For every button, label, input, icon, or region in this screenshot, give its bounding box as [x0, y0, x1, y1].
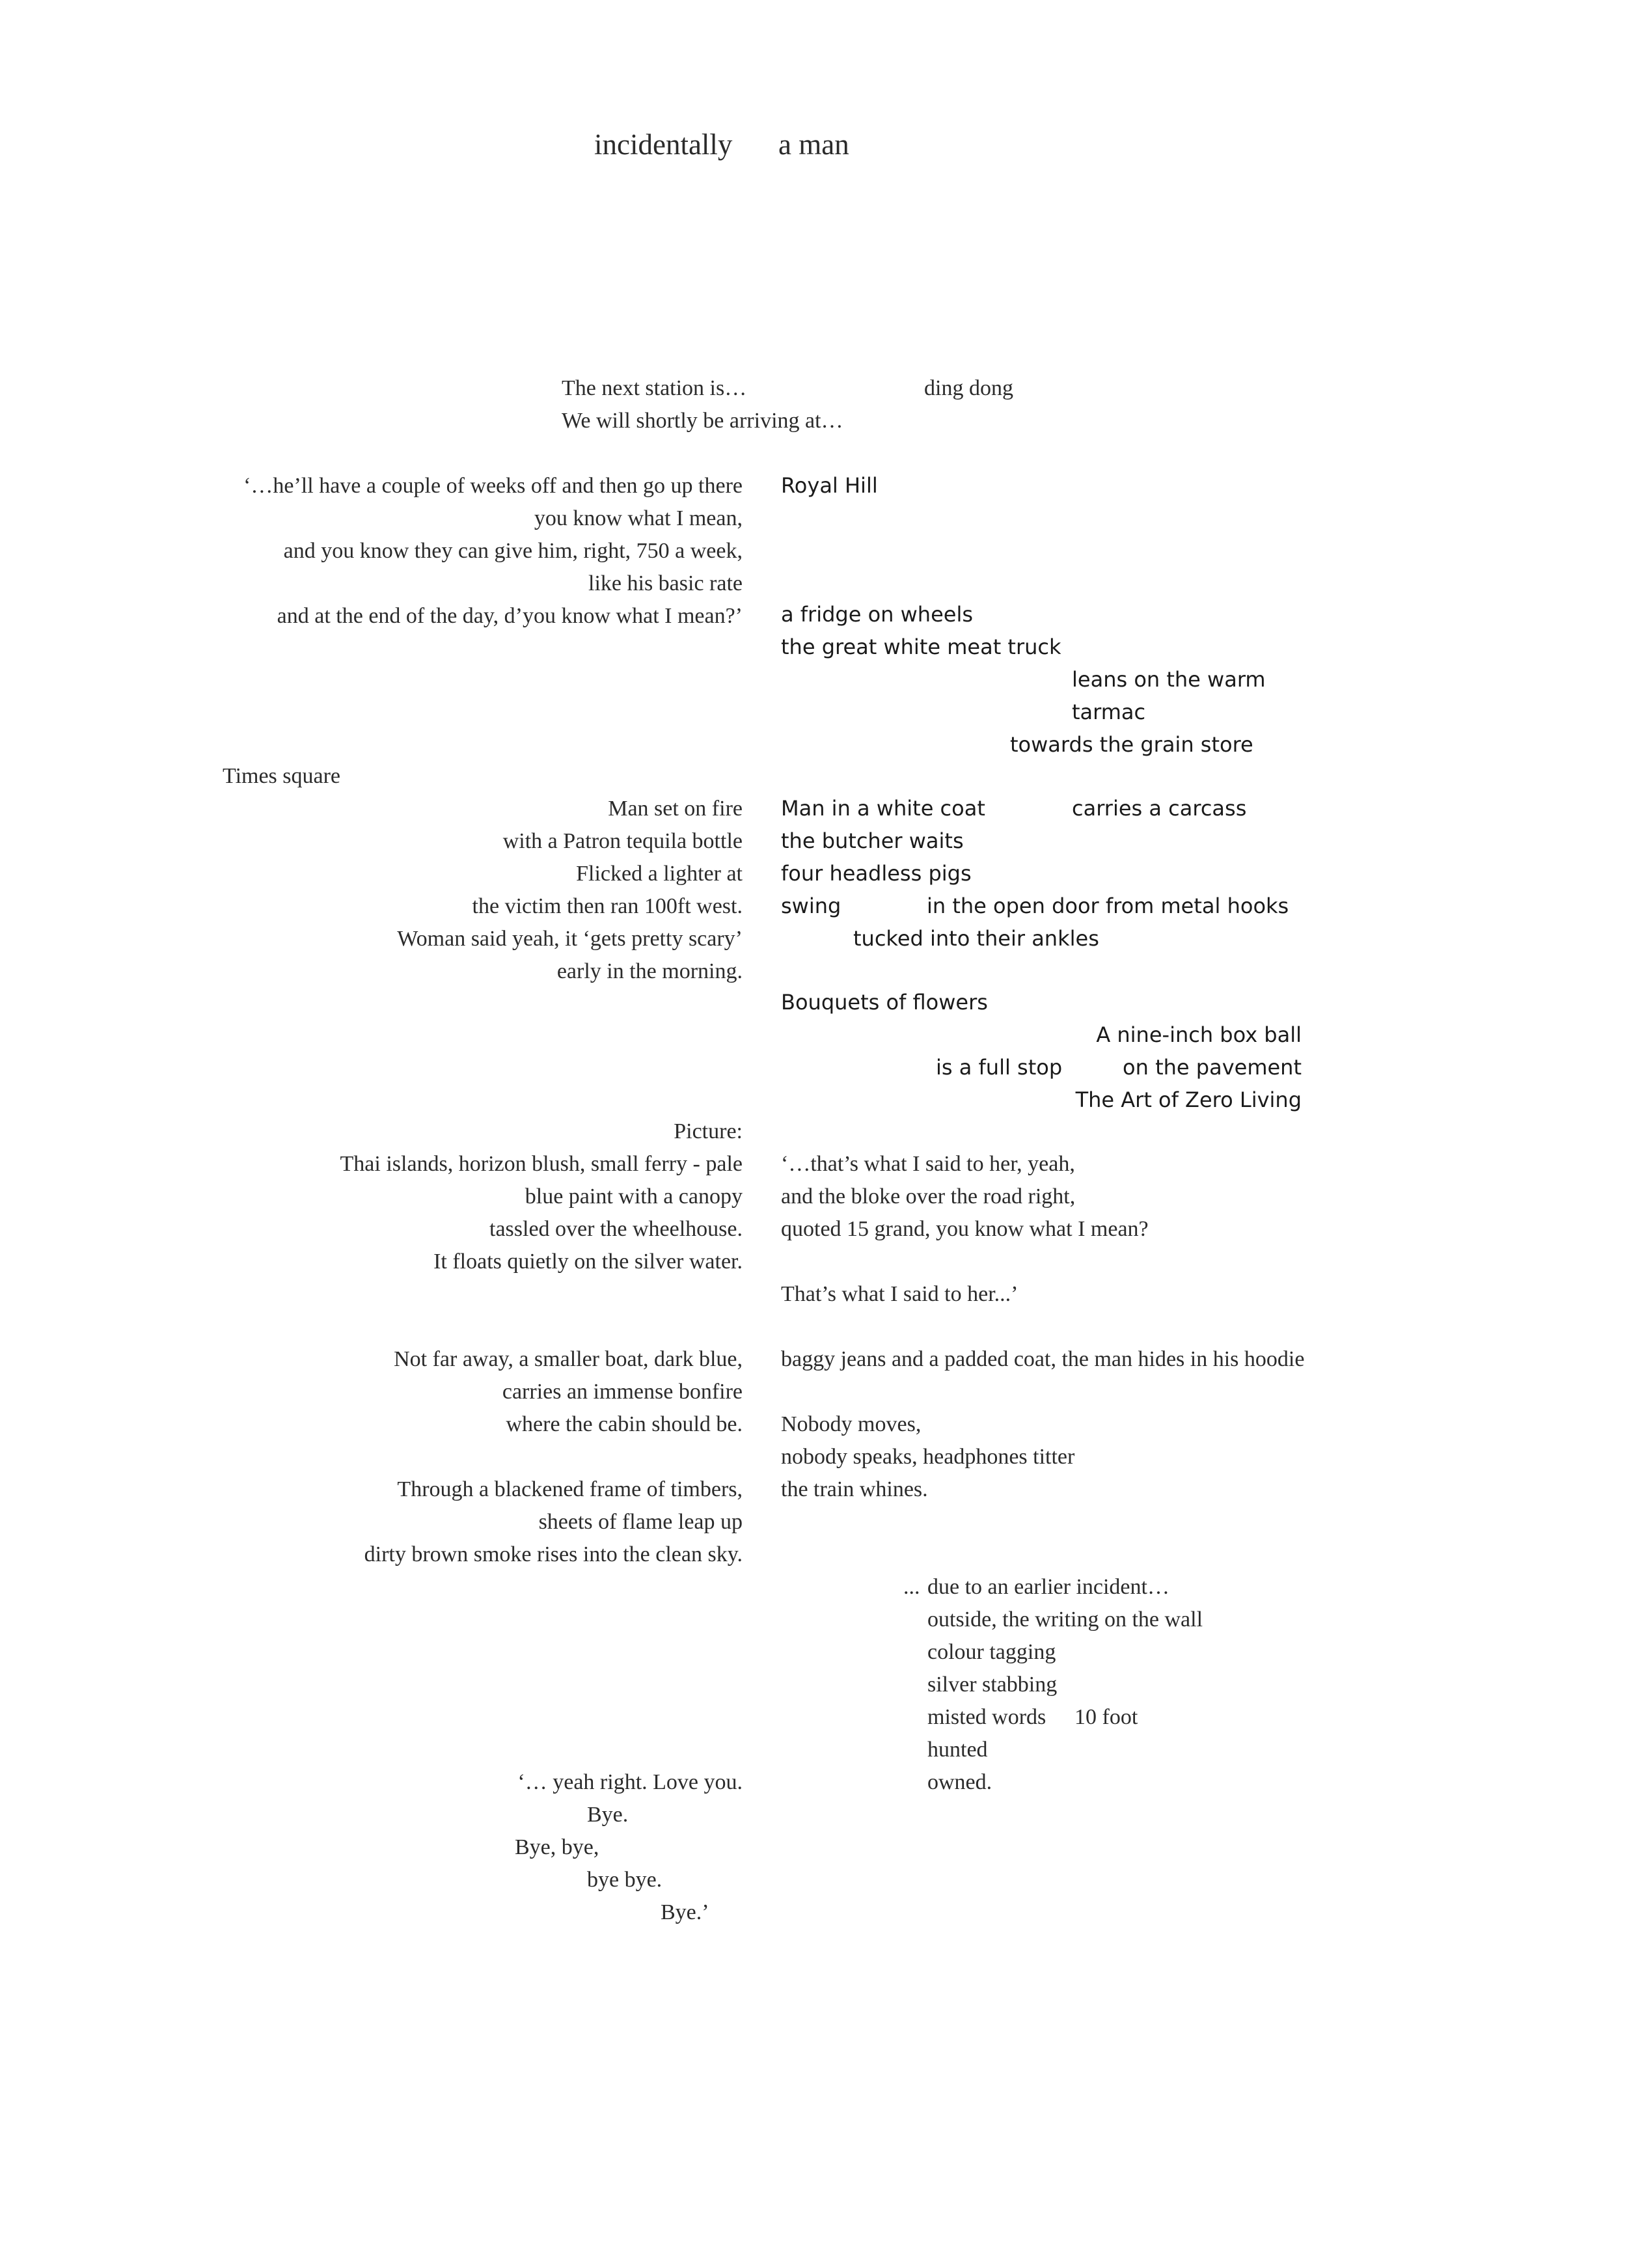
overheard-1-line: ‘…he’ll have a couple of weeks off and then go up there	[243, 474, 743, 498]
art-line: The Art of Zero Living	[1075, 1087, 1302, 1112]
hooks-line: in the open door from metal hooks	[927, 894, 1289, 918]
overheard-1-line: and you know they can give him, right, 750 a week,	[283, 539, 743, 563]
butcher-line: four headless pigs	[781, 861, 972, 886]
picture-line: Picture:	[674, 1119, 743, 1143]
times-square-line: Man set on fire	[608, 797, 743, 821]
times-square-heading: Times square	[223, 764, 341, 788]
boat-line: carries an immense bonfire	[502, 1380, 743, 1404]
bouquets-line: Bouquets of flowers	[781, 990, 988, 1015]
incident-line: silver stabbing	[927, 1673, 1058, 1697]
times-square-line: the victim then ran 100ft west.	[472, 894, 743, 918]
nobody-line: Nobody moves,	[781, 1412, 922, 1436]
hoodie-line: baggy jeans and a padded coat, the man hides in his hoodie	[781, 1347, 1305, 1371]
overheard-2-end: That’s what I said to her...’	[781, 1282, 1019, 1306]
nobody-line: the train whines.	[781, 1477, 928, 1501]
grain-store-line: towards the grain store	[1010, 732, 1253, 757]
nobody-line: nobody speaks, headphones titter	[781, 1445, 1075, 1469]
times-square-line: Woman said yeah, it ‘gets pretty scary’	[397, 927, 743, 951]
overheard-2-line: quoted 15 grand, you know what I mean?	[781, 1217, 1149, 1241]
incident-line: hunted	[927, 1738, 988, 1762]
incident-ellipsis: ...	[903, 1575, 920, 1599]
butcher-line: Man in a white coat	[781, 796, 985, 821]
butcher-line: swing	[781, 894, 841, 918]
carcass-line: carries a carcass	[1072, 796, 1247, 821]
times-square-line: early in the morning.	[556, 959, 743, 983]
incident-line: misted words	[927, 1705, 1046, 1729]
overheard-1-line: like his basic rate	[588, 571, 743, 595]
goodbye-line: Bye.	[587, 1803, 629, 1827]
timbers-line: sheets of flame leap up	[538, 1510, 743, 1534]
picture-line: Thai islands, horizon blush, small ferry - pale	[340, 1152, 743, 1176]
boat-line: where the cabin should be.	[506, 1412, 743, 1436]
overheard-1-line: and at the end of the day, d’you know what I mean?’	[277, 604, 743, 628]
title-right: a man	[778, 128, 849, 161]
title-left: incidentally	[594, 128, 733, 161]
picture-line: It floats quietly on the silver water.	[433, 1250, 743, 1274]
times-square-line: Flicked a lighter at	[576, 862, 743, 886]
incident-line: owned.	[927, 1770, 992, 1794]
overheard-2-line: and the bloke over the road right,	[781, 1184, 1076, 1209]
incident-line: due to an earlier incident…	[927, 1575, 1169, 1599]
picture-line: blue paint with a canopy	[525, 1184, 743, 1209]
butcher-line: the butcher waits	[781, 828, 964, 853]
leans-line: tarmac	[1072, 700, 1146, 724]
picture-line: tassled over the wheelhouse.	[489, 1217, 743, 1241]
announcement-chime: ding dong	[924, 376, 1013, 400]
incident-line: colour tagging	[927, 1640, 1056, 1664]
overheard-1-line: you know what I mean,	[534, 506, 743, 530]
fridge-line: a fridge on wheels	[781, 602, 973, 627]
timbers-line: dirty brown smoke rises into the clean sky.	[364, 1542, 743, 1566]
goodbye-line: ‘… yeah right. Love you.	[517, 1770, 743, 1794]
times-square-line: with a Patron tequila bottle	[502, 829, 743, 853]
incident-line: outside, the writing on the wall	[927, 1607, 1203, 1632]
goodbye-line: bye bye.	[587, 1868, 663, 1892]
overheard-2-line: ‘…that’s what I said to her, yeah,	[781, 1152, 1075, 1176]
goodbye-line: Bye.’	[661, 1900, 709, 1924]
ten-foot-line: 10 foot	[1074, 1705, 1138, 1729]
leans-line: leans on the warm	[1072, 667, 1266, 692]
timbers-line: Through a blackened frame of timbers,	[397, 1477, 743, 1501]
goodbye-line: Bye, bye,	[515, 1835, 599, 1859]
pavement-line: on the pavement	[1123, 1055, 1302, 1080]
box-ball-line: A nine-inch box ball	[1096, 1022, 1302, 1047]
announcement-line-1: The next station is…	[562, 376, 747, 400]
boat-line: Not far away, a smaller boat, dark blue,	[394, 1347, 743, 1371]
announcement-line-2: We will shortly be arriving at…	[562, 409, 843, 433]
ankles-line: tucked into their ankles	[853, 926, 1099, 951]
royal-hill: Royal Hill	[781, 473, 878, 498]
fridge-line: the great white meat truck	[781, 635, 1061, 659]
full-stop-line: is a full stop	[936, 1055, 1063, 1080]
